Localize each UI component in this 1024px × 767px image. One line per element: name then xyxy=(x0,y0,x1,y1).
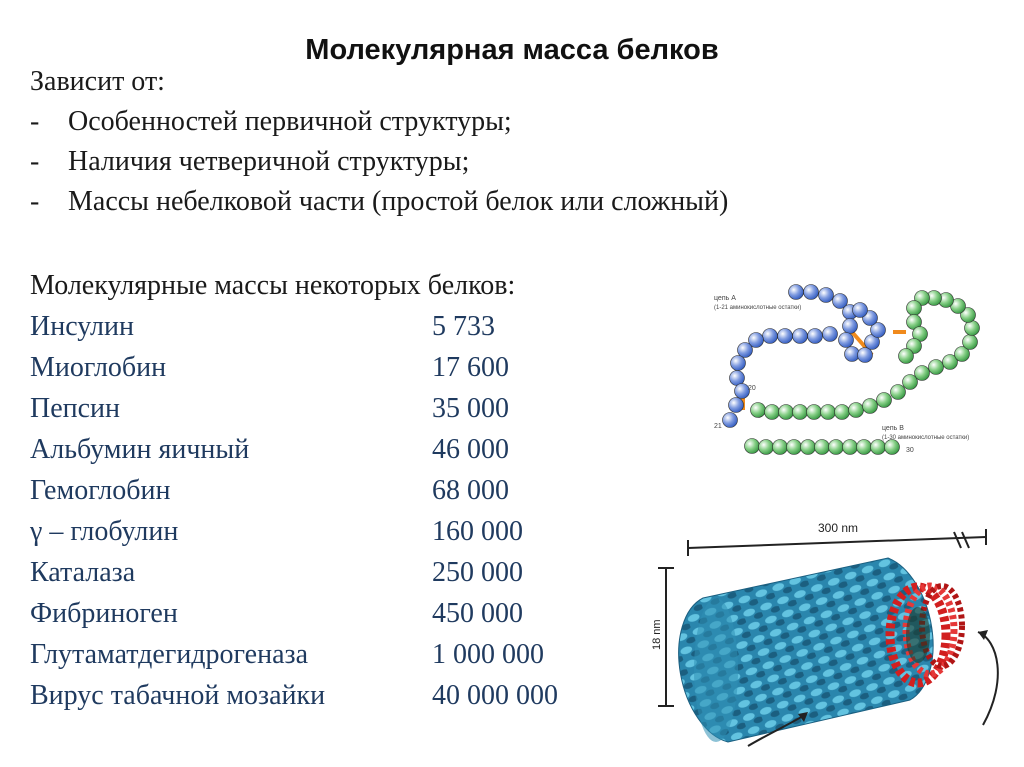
chain-b-residue xyxy=(907,301,922,316)
table-row xyxy=(30,429,558,470)
table-row xyxy=(30,347,558,388)
chain-b-residue xyxy=(793,405,808,420)
protein-mass: 5 733 xyxy=(432,311,495,342)
chain-b-residue xyxy=(843,440,858,455)
chain-a-residue xyxy=(804,285,819,300)
bullet-text: Наличия четверичной структуры; xyxy=(68,146,470,177)
protein-name: Фибриноген xyxy=(30,598,178,629)
chain-b-number: 20 xyxy=(748,385,756,392)
table-row xyxy=(30,511,558,552)
chain-b-residue xyxy=(759,440,774,455)
chain-b-residue xyxy=(891,385,906,400)
depends-heading: Зависит от: xyxy=(30,66,165,97)
chain-b-residue xyxy=(801,440,816,455)
chain-a-end-number: 21 xyxy=(714,423,722,430)
protein-name: Альбумин яичный xyxy=(30,434,250,465)
chain-a-residue xyxy=(839,333,854,348)
tmv-structure-figure xyxy=(648,510,1018,760)
chain-b-residue xyxy=(807,405,822,420)
protein-mass: 40 000 000 xyxy=(432,680,558,711)
bullet-marker: - xyxy=(30,106,40,137)
chain-b-label: цепь В xyxy=(882,425,904,432)
bullet-item xyxy=(30,102,728,142)
chain-a-label: цепь А xyxy=(714,295,736,302)
protein-name: Вирус табачной мозайки xyxy=(30,680,326,711)
capsid-end xyxy=(694,598,738,742)
chain-a-residue xyxy=(808,329,823,344)
protein-mass: 35 000 xyxy=(432,393,509,424)
bullet-item xyxy=(30,142,728,182)
chain-b-residue xyxy=(765,405,780,420)
protein-name: γ – глобулин xyxy=(30,516,179,547)
chain-a-sublabel: (1-21 аминокислотные остатки) xyxy=(714,305,802,311)
chain-b-residue xyxy=(751,403,766,418)
chain-a-residue xyxy=(845,347,860,362)
bullet-text: Особенностей первичной структуры; xyxy=(68,106,512,137)
chain-a-residue xyxy=(729,398,744,413)
table-row xyxy=(30,593,558,634)
break-mark xyxy=(954,532,961,548)
chain-a-residue xyxy=(858,348,873,363)
chain-a-residue xyxy=(731,356,746,371)
rna-pointer-arrow xyxy=(978,632,998,725)
chain-b-residue xyxy=(787,440,802,455)
chain-a-residue xyxy=(789,285,804,300)
protein-name: Каталаза xyxy=(30,557,136,588)
protein-mass: 160 000 xyxy=(432,516,523,547)
chain-b-residue xyxy=(745,439,760,454)
chain-b-residue xyxy=(885,440,900,455)
chain-b-residue xyxy=(929,360,944,375)
chain-b-residue xyxy=(963,335,978,350)
length-dimension-line xyxy=(688,537,986,548)
slide-title: Молекулярная масса белков xyxy=(305,34,719,66)
protein-name: Миоглобин xyxy=(30,352,167,383)
protein-mass: 46 000 xyxy=(432,434,509,465)
protein-mass: 1 000 000 xyxy=(432,639,544,670)
table-row xyxy=(30,306,558,347)
bullet-marker: - xyxy=(30,146,40,177)
bullet-text: Массы небелковой части (простой белок или сложный) xyxy=(68,186,729,217)
chain-b-residue xyxy=(779,405,794,420)
diameter-label: 18 nm xyxy=(651,619,663,650)
chain-b-residue xyxy=(965,321,980,336)
chain-a-residue xyxy=(819,288,834,303)
protein-name: Инсулин xyxy=(30,311,134,342)
depends-section xyxy=(30,62,728,222)
protein-mass: 250 000 xyxy=(432,557,523,588)
chain-b-residue xyxy=(857,440,872,455)
protein-name: Глутаматдегидрогеназа xyxy=(30,639,308,670)
chain-a-residue xyxy=(793,329,808,344)
chain-b-residue xyxy=(849,403,864,418)
protein-mass: 68 000 xyxy=(432,475,509,506)
protein-mass: 450 000 xyxy=(432,598,523,629)
chain-b-residue xyxy=(773,440,788,455)
chain-b-residue xyxy=(821,405,836,420)
table-row xyxy=(30,470,558,511)
insulin-structure-figure xyxy=(700,270,1020,470)
chain-b-residue xyxy=(871,440,886,455)
protein-name: Пепсин xyxy=(30,393,121,424)
length-label: 300 nm xyxy=(818,521,859,535)
protein-mass: 17 600 xyxy=(432,352,509,383)
chain-a-residue xyxy=(763,329,778,344)
protein-mass-table xyxy=(30,306,558,716)
chain-b-residue xyxy=(915,366,930,381)
chain-b-residue xyxy=(815,440,830,455)
chain-b-residue xyxy=(877,393,892,408)
chain-b-residue xyxy=(835,405,850,420)
break-mark xyxy=(962,532,969,548)
chain-b-end-number: 30 xyxy=(906,447,914,454)
chain-a-residue xyxy=(778,329,793,344)
chain-b-residue xyxy=(863,399,878,414)
bullet-marker: - xyxy=(30,186,40,217)
chain-b-sublabel: (1-30 аминокислотные остатки) xyxy=(882,435,970,441)
proteins-heading: Молекулярные массы некоторых белков: xyxy=(30,270,516,301)
table-row xyxy=(30,388,558,429)
chain-a-residue xyxy=(738,343,753,358)
table-row xyxy=(30,675,558,716)
table-row xyxy=(30,552,558,593)
chain-a-residue xyxy=(853,303,868,318)
table-row xyxy=(30,634,558,675)
chain-a-residue xyxy=(823,327,838,342)
chain-a-residue xyxy=(723,413,738,428)
chain-a-residue xyxy=(843,319,858,334)
chain-b-residue xyxy=(829,440,844,455)
chain-b-residue xyxy=(899,349,914,364)
protein-name: Гемоглобин xyxy=(30,475,171,506)
bullet-item xyxy=(30,182,728,222)
